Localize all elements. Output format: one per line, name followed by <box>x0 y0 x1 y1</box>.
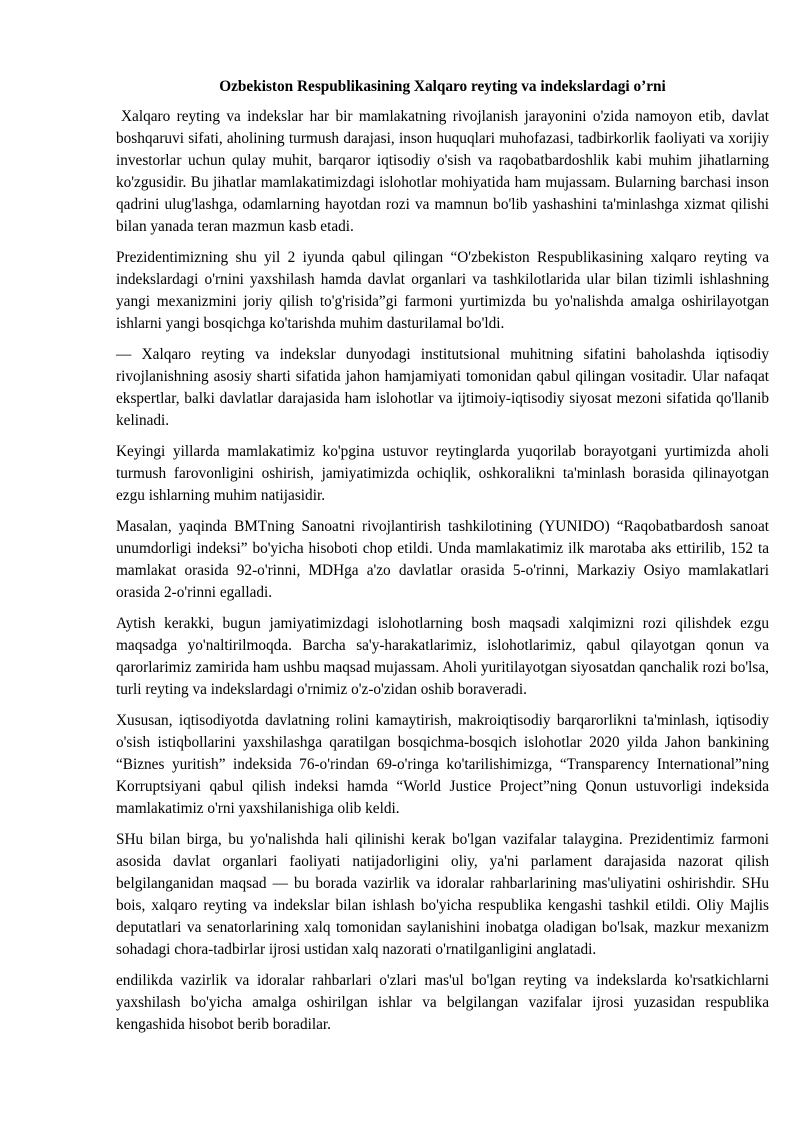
paragraph-1: Xalqaro reyting va indekslar har bir mamlakatning rivojlanish jarayonini o'zida namoyon etib, davlat boshqaruvi sifati, aholining turmush darajasi, inson huquqlari muhofazasi, tadbirkorlik faoliyati va xorijiy investorlar uchun qulay muhit, barqaror iqtisodiy o'sish va raqobatbardoshlik kabi muhim jihatlarning ko'zgusidir. Bu jihatlar mamlakatimizdagi islohotlar mohiyatida ham mujassam. Bularning barchasi inson qadrini ulug'lashga, odamlarning hayotdan rozi va mamnun bo'lib yashashini ta'minlashga xizmat qilishi bilan yanada teran mazmun kasb etadi. <box>116 108 769 235</box>
paragraph-7: Xususan, iqtisodiyotda davlatning rolini kamaytirish, makroiqtisodiy barqarorlikni ta'minlash, iqtisodiy o'sish istiqbollarini yaxshilashga qaratilgan bosqichma-bosqich islohotlar 2020 yilda Jahon bankining “Biznes yuritish” indeksida 76-o'rindan 69-o'ringa ko'tarilishimizga, “Transparency International”ning Korruptsiyani qabul qilish indeksi hamda “World Justice Project”ning Qonun ustuvorligi indeksida mamlakatimiz o'rni yaxshilanishiga olib keldi. <box>116 712 769 817</box>
paragraph-6: Aytish kerakki, bugun jamiyatimizdagi islohotlarning bosh maqsadi xalqimizni rozi qilishdek ezgu maqsadga yo'naltirilmoqda. Barcha sa'y-harakatlarimiz, islohotlarimiz, qabul qilayotgan qonun va qarorlarimiz zamirida ham ushbu maqsad mujassam. Aholi yuritilayotgan siyosatdan qanchalik rozi bo'lsa, turli reyting va indekslardagi o'rnimiz o'z-o'zidan oshib boraveradi. <box>116 615 769 698</box>
paragraph-4: Keyingi yillarda mamlakatimiz ko'pgina ustuvor reytinglarda yuqorilab borayotgani yurtimizda aholi turmush farovonligini oshirish, jamiyatimizda ochiqlik, oshkoralikni ta'minlash borasida qilinayotgan ezgu ishlarning muhim natijasidir. <box>116 443 769 504</box>
document-page <box>116 72 769 1045</box>
paragraph-2: Prezidentimizning shu yil 2 iyunda qabul qilingan “O'zbekiston Respublikasining xalqaro reyting va indekslardagi o'rnini yaxshilash hamda davlat organlari va tashkilotlarida ular bilan tizimli ishlashning yangi mexanizmini joriy qilish to'g'risida”gi farmoni yurtimizda bu yo'nalishda amalga oshirilayotgan ishlarni yangi bosqichga ko'tarishda muhim dasturilamal bo'ldi. <box>116 249 769 332</box>
paragraph-3: — Xalqaro reyting va indekslar dunyodagi institutsional muhitning sifatini baholashda iqtisodiy rivojlanishning asosiy sharti sifatida jahon hamjamiyati tomonidan qabul qilingan vositadir. Ular nafaqat ekspertlar, balki davlatlar darajasida ham islohotlar va ijtimoiy-iqtisodiy siyosat mezoni sifatida qo'llanib kelinadi. <box>116 346 769 429</box>
document-title: Ozbekiston Respublikasining Xalqaro reyting va indekslardagi o’rni <box>219 78 666 95</box>
paragraph-5: Masalan, yaqinda BMTning Sanoatni rivojlantirish tashkilotining (YUNIDO) “Raqobatbardosh sanoat unumdorligi indeksi” bo'yicha hisoboti chop etildi. Unda mamlakatimiz ilk marotaba aks ettirilib, 152 ta mamlakat orasida 92-o'rinni, MDHga a'zo davlatlar orasida 5-o'rinni, Markaziy Osiyo mamlakatlari orasida 2-o'rinni egalladi. <box>116 518 769 601</box>
paragraph-8: SHu bilan birga, bu yo'nalishda hali qilinishi kerak bo'lgan vazifalar talaygina. Prezidentimiz farmoni asosida davlat organlari faoliyati natijadorligini oliy, ya'ni parlament darajasida nazorat qilish belgilanganidan maqsad — bu borada vazirlik va idoralar rahbarlarining mas'uliyatini oshirishdir. SHu bois, xalqaro reyting va indekslar bilan ishlash bo'yicha respublika kengashi tashkil etildi. Oliy Majlis deputatlari va senatorlarining xalq tomonidan saylanishini inobatga oladigan bo'lsak, mazkur mexanizm sohadagi chora-tadbirlar ijrosi ustidan xalq nazorati o'rnatilganligini anglatadi. <box>116 831 769 958</box>
paragraph-9: endilikda vazirlik va idoralar rahbarlari o'zlari mas'ul bo'lgan reyting va indekslarda ko'rsatkichlarni yaxshilash bo'yicha amalga oshirilgan ishlar va belgilangan vazifalar ijrosi yuzasidan respublika kengashida hisobot berib boradilar. <box>116 972 769 1033</box>
